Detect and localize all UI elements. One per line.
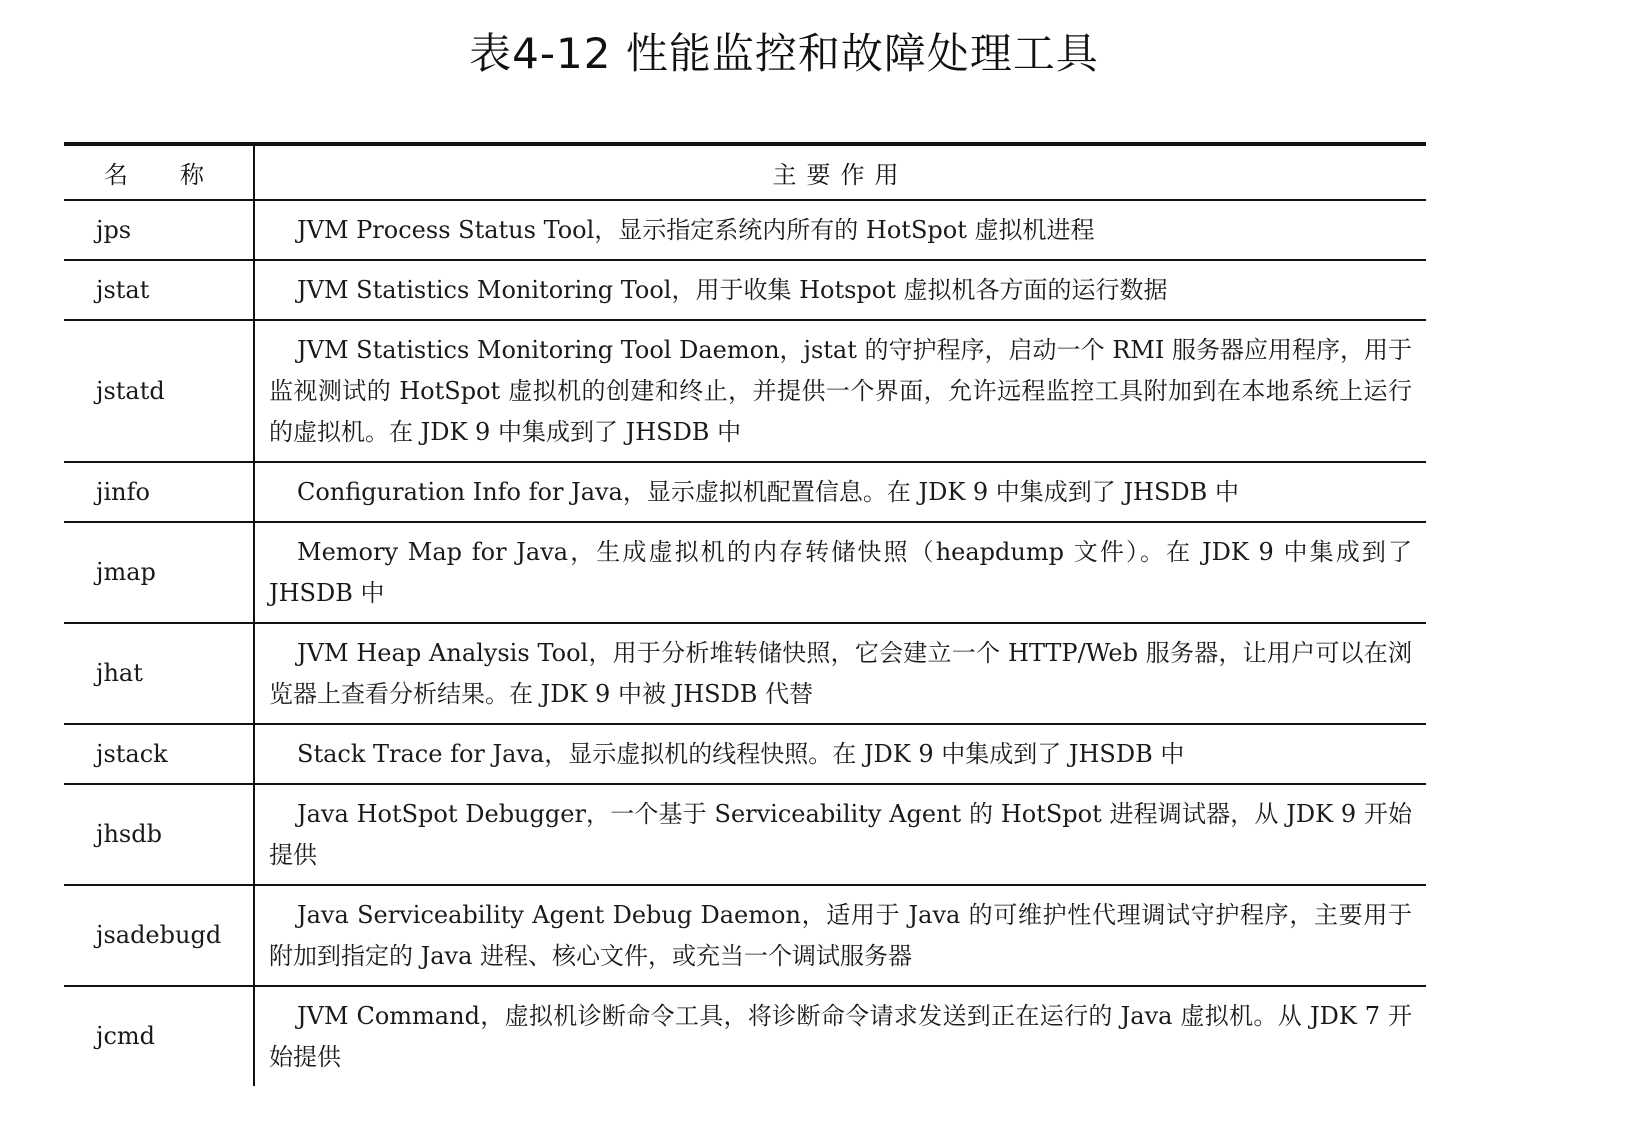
table-row: [64, 885, 1426, 986]
tool-name: jstatd: [64, 320, 254, 462]
tool-desc: Memory Map for Java，生成虚拟机的内存转储快照（heapdump 文件）。在 JDK 9 中集成到了 JHSDB 中: [254, 522, 1426, 623]
tool-desc: JVM Statistics Monitoring Tool Daemon，jstat 的守护程序，启动一个 RMI 服务器应用程序，用于监视测试的 HotSpot 虚拟机的创建和终止，并提供一个界面，允许远程监控工具附加到在本地系统上运行的虚拟机。在 JDK 9 中集成到了 JHSDB 中: [254, 320, 1426, 462]
table-row: [64, 462, 1426, 522]
header-desc: 主要作用: [254, 144, 1426, 200]
tool-name: jinfo: [64, 462, 254, 522]
tool-name: jstack: [64, 724, 254, 784]
tool-name: jhsdb: [64, 784, 254, 885]
tool-name: jsadebugd: [64, 885, 254, 986]
table-row: [64, 986, 1426, 1086]
header-name-char-2: 称: [180, 161, 204, 189]
table-row: [64, 724, 1426, 784]
table-row: [64, 623, 1426, 724]
tool-desc: JVM Statistics Monitoring Tool，用于收集 Hotspot 虚拟机各方面的运行数据: [254, 260, 1426, 320]
table-header-row: [64, 144, 1426, 200]
header-name: [64, 144, 254, 200]
tool-name: jmap: [64, 522, 254, 623]
tool-desc: JVM Heap Analysis Tool，用于分析堆转储快照，它会建立一个 HTTP/Web 服务器，让用户可以在浏览器上查看分析结果。在 JDK 9 中被 JHSDB 代替: [254, 623, 1426, 724]
tools-table: [64, 142, 1426, 1086]
table-row: [64, 200, 1426, 260]
table-row: [64, 522, 1426, 623]
tool-name: jps: [64, 200, 254, 260]
table-row: [64, 784, 1426, 885]
header-name-char-1: 名: [104, 161, 128, 189]
page-title: 表4-12 性能监控和故障处理工具: [469, 29, 1099, 78]
table-row: [64, 260, 1426, 320]
tool-desc: Stack Trace for Java，显示虚拟机的线程快照。在 JDK 9 中集成到了 JHSDB 中: [254, 724, 1426, 784]
tool-desc: Java HotSpot Debugger，一个基于 Serviceability Agent 的 HotSpot 进程调试器，从 JDK 9 开始提供: [254, 784, 1426, 885]
tool-name: jcmd: [64, 986, 254, 1086]
tool-name: jhat: [64, 623, 254, 724]
tool-desc: JVM Command，虚拟机诊断命令工具，将诊断命令请求发送到正在运行的 Java 虚拟机。从 JDK 7 开始提供: [269, 1001, 1412, 1071]
tool-name: jstat: [64, 260, 254, 320]
tool-desc: Configuration Info for Java，显示虚拟机配置信息。在 JDK 9 中集成到了 JHSDB 中: [254, 462, 1426, 522]
tool-desc: Java Serviceability Agent Debug Daemon，适用于 Java 的可维护性代理调试守护程序，主要用于附加到指定的 Java 进程、核心文件，或充当一个调试服务器: [254, 885, 1426, 986]
table-row: [64, 320, 1426, 462]
tool-desc: JVM Process Status Tool，显示指定系统内所有的 HotSpot 虚拟机进程: [254, 200, 1426, 260]
